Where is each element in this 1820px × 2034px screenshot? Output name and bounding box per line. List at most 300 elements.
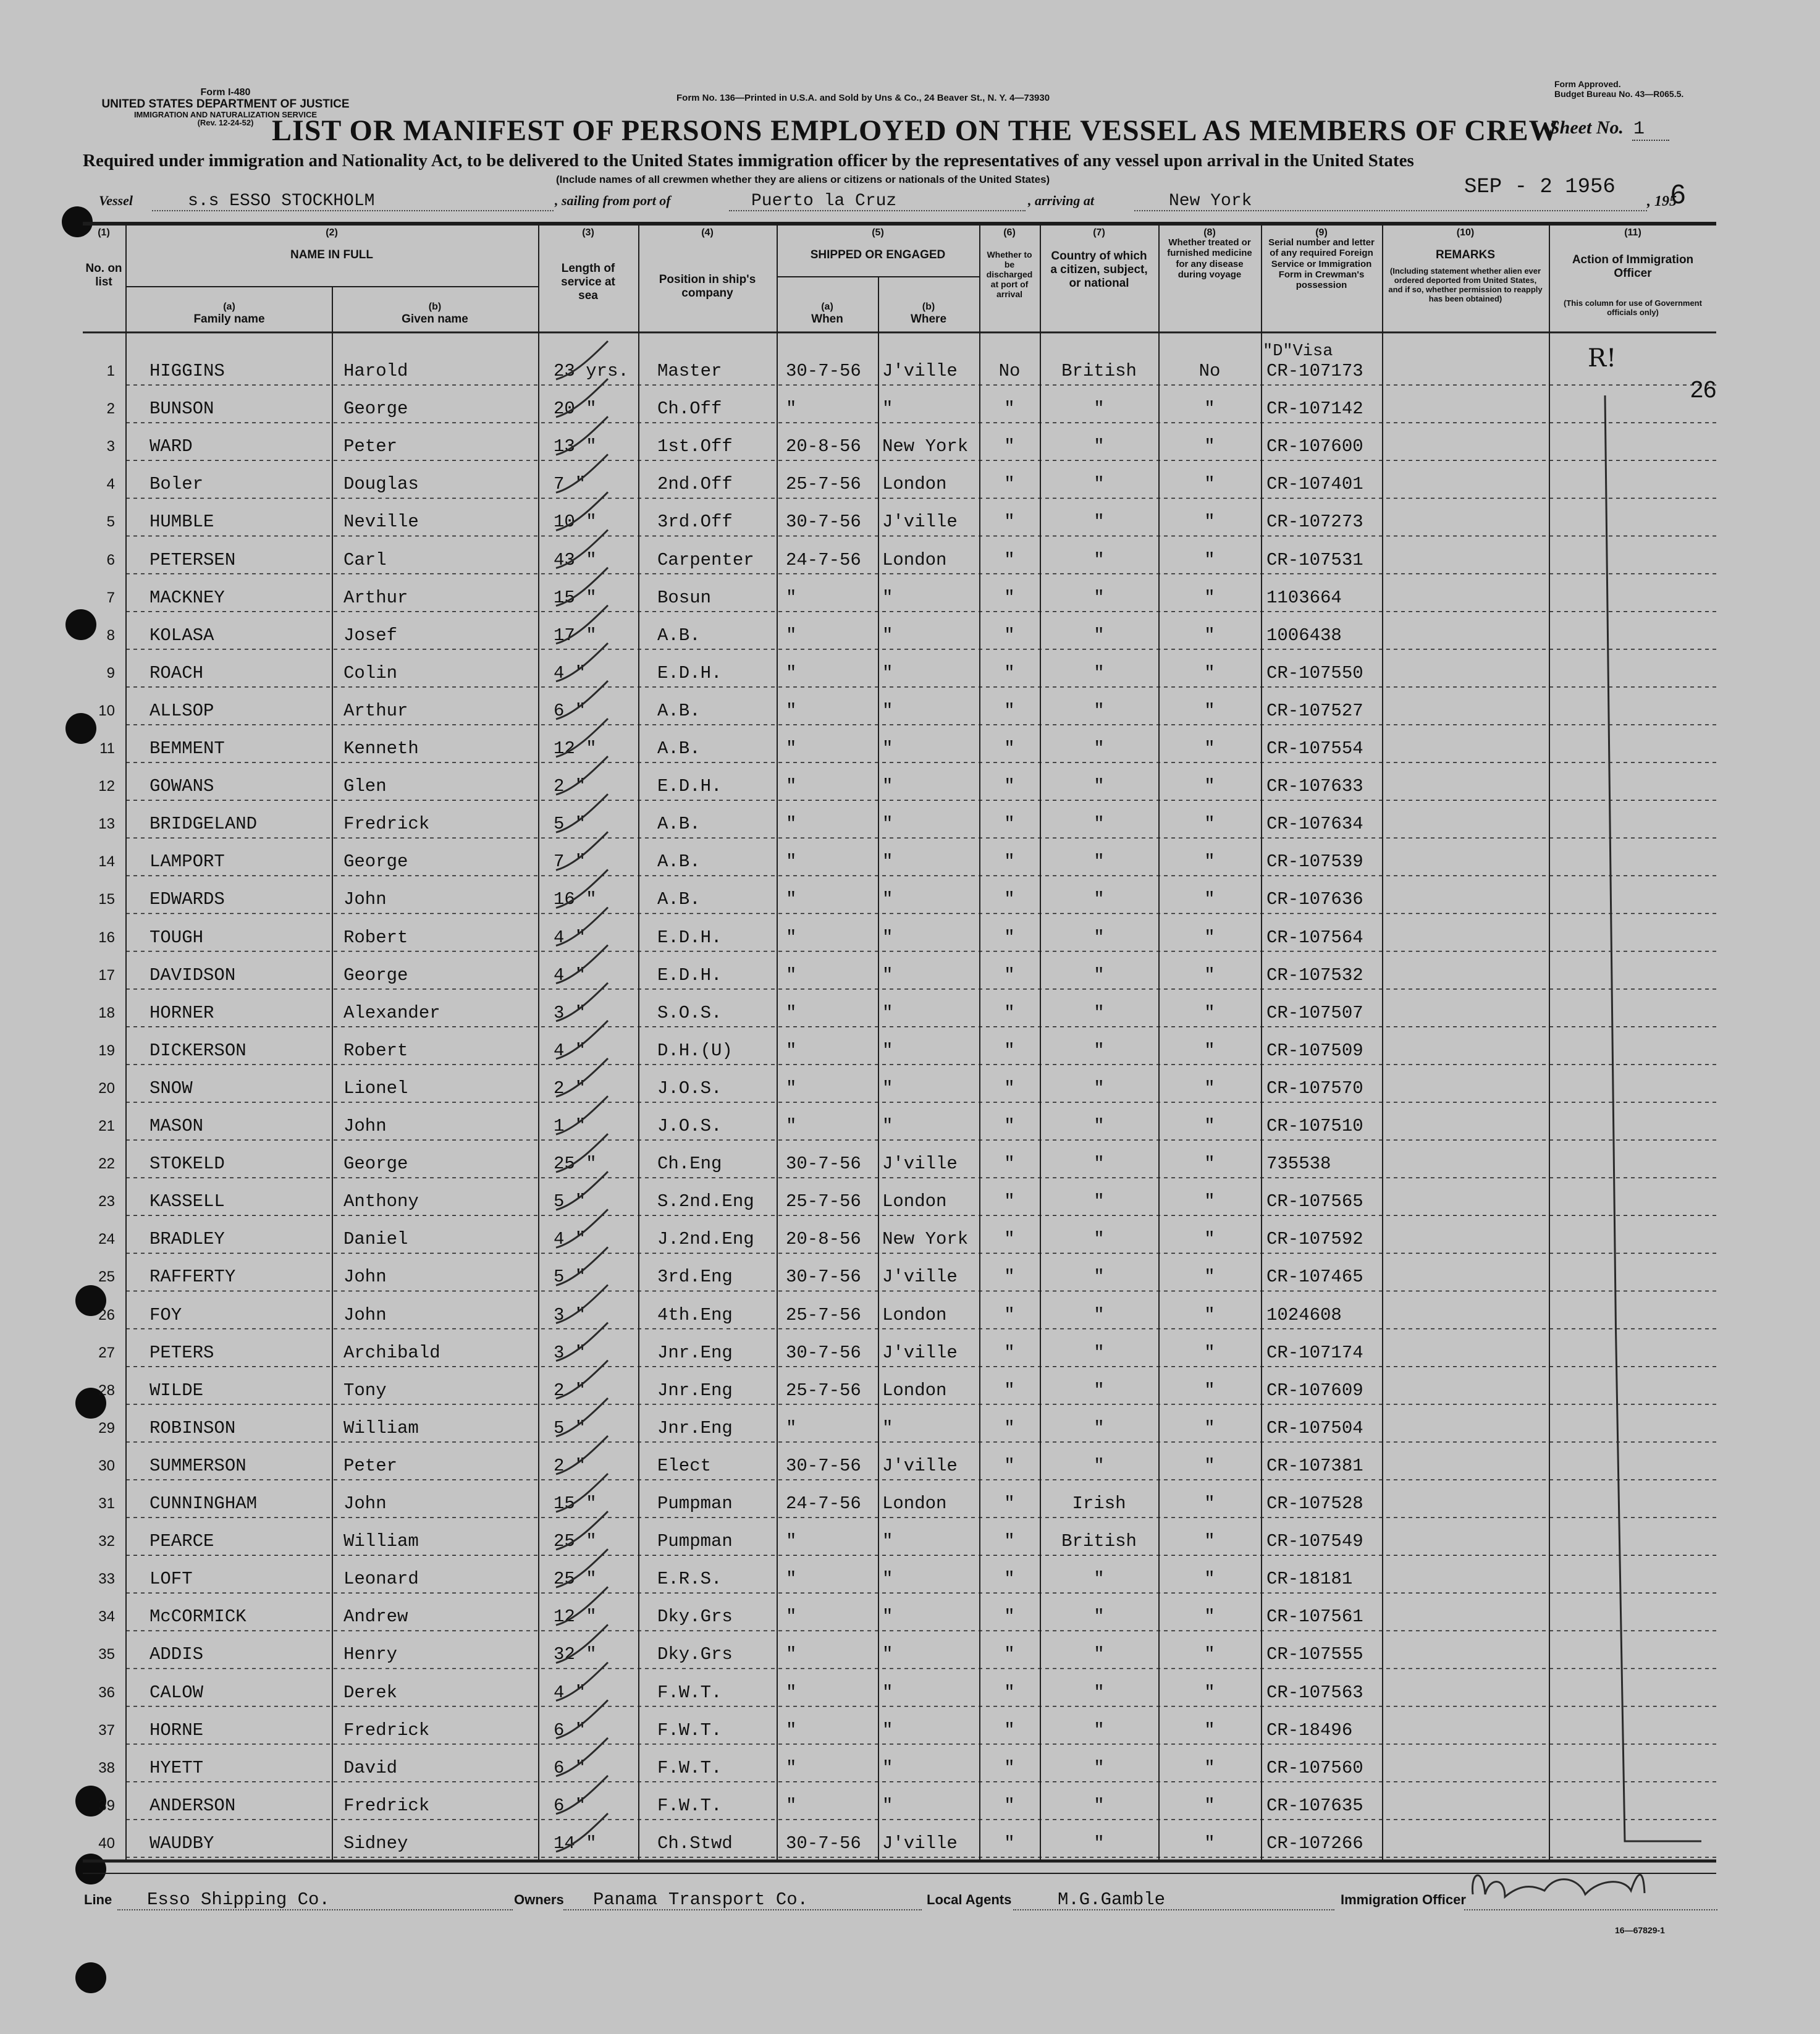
cell-where: New York	[882, 436, 969, 457]
cell-given: Robert	[343, 927, 408, 948]
cell-given: Douglas	[343, 474, 419, 495]
cell-country: "	[1093, 1417, 1105, 1438]
cell-position: Pumpman	[657, 1531, 733, 1552]
cell-country: "	[1093, 964, 1105, 985]
cell-serial-note: "D"Visa	[1263, 342, 1333, 361]
cell-no: 17	[98, 966, 115, 984]
cell-position: Carpenter	[657, 549, 754, 570]
cell-given: Carl	[343, 549, 387, 570]
cell-medicine: "	[1204, 851, 1215, 872]
cell-service: 4 "	[554, 927, 586, 948]
cell-when: 30-7-56	[786, 1267, 861, 1288]
year-suffix: 6	[1670, 179, 1686, 209]
cell-given: Arthur	[343, 587, 408, 608]
cell-position: Ch.Stwd	[657, 1833, 733, 1854]
cell-where: "	[882, 1116, 893, 1136]
cell-family: MASON	[150, 1116, 204, 1136]
cell-service: 15 "	[554, 587, 597, 608]
cell-position: J.O.S.	[657, 1078, 722, 1099]
cell-family: WARD	[150, 436, 193, 457]
cell-where: London	[882, 549, 947, 570]
cell-position: 3rd.Eng	[657, 1267, 733, 1288]
cell-family: HORNER	[150, 1002, 214, 1023]
cell-discharged: "	[1004, 1606, 1015, 1627]
cell-family: CALOW	[150, 1682, 204, 1703]
cell-serial: CR-107561	[1266, 1606, 1363, 1627]
cell-serial: CR-18496	[1266, 1720, 1353, 1741]
col2b-num: (b)	[428, 302, 442, 312]
cell-when: "	[786, 1720, 797, 1741]
cell-no: 14	[98, 853, 115, 871]
count-mark: 26	[1690, 377, 1717, 403]
cell-medicine: "	[1204, 1229, 1215, 1250]
table-row	[0, 1105, 1820, 1142]
cell-when: 30-7-56	[786, 1833, 861, 1854]
cell-service: 32 "	[554, 1644, 597, 1665]
col1-num: (1)	[98, 227, 110, 238]
sailing-label: , sailing from port of	[555, 193, 671, 208]
cell-no: 2	[106, 400, 115, 418]
cell-where: "	[882, 662, 893, 683]
form-revision: (Rev. 12-24-52)	[197, 118, 254, 128]
cell-given: William	[343, 1417, 419, 1438]
cell-position: E.D.H.	[657, 776, 722, 797]
cell-position: F.W.T.	[657, 1682, 722, 1703]
table-row	[0, 727, 1820, 765]
punch-hole	[75, 1962, 106, 1993]
cell-no: 25	[98, 1268, 115, 1286]
cell-when: 20-8-56	[786, 436, 861, 457]
cell-country: "	[1093, 1795, 1105, 1816]
cell-position: Dky.Grs	[657, 1644, 733, 1665]
agents-value: M.G.Gamble	[1058, 1889, 1166, 1910]
cell-no: 15	[98, 891, 115, 908]
cell-country: "	[1093, 436, 1105, 457]
cell-position: 4th.Eng	[657, 1304, 733, 1325]
cell-when: "	[786, 738, 797, 759]
table-row	[0, 878, 1820, 916]
cell-when: "	[786, 1116, 797, 1136]
cell-serial: CR-107636	[1266, 889, 1363, 910]
cell-when: "	[786, 1040, 797, 1061]
col2-num: (2)	[326, 227, 338, 238]
col2-label: NAME IN FULL	[290, 248, 374, 261]
cell-given: Fredrick	[343, 1795, 430, 1816]
cell-position: 1st.Off	[657, 436, 733, 457]
cell-serial: CR-107564	[1266, 927, 1363, 948]
cell-medicine: "	[1204, 1078, 1215, 1099]
cell-country: "	[1093, 625, 1105, 646]
cell-no: 3	[106, 438, 115, 455]
cell-serial: CR-107555	[1266, 1644, 1363, 1665]
cell-family: ADDIS	[150, 1644, 204, 1665]
cell-discharged: "	[1004, 1493, 1015, 1514]
cell-family: RAFFERTY	[150, 1267, 236, 1288]
cell-medicine: "	[1204, 1304, 1215, 1325]
cell-discharged: "	[1004, 1682, 1015, 1703]
cell-when: "	[786, 587, 797, 608]
cell-position: F.W.T.	[657, 1795, 722, 1816]
cell-medicine: "	[1204, 1493, 1215, 1514]
table-row	[0, 1067, 1820, 1105]
cell-country: "	[1093, 927, 1105, 948]
officer-label: Immigration Officer	[1341, 1892, 1466, 1907]
cell-where: "	[882, 964, 893, 985]
cell-medicine: "	[1204, 474, 1215, 495]
cell-discharged: "	[1004, 1002, 1015, 1023]
cell-given: Peter	[343, 1455, 398, 1476]
cell-family: CUNNINGHAM	[150, 1493, 258, 1514]
cell-given: Archibald	[343, 1342, 440, 1363]
table-row	[0, 576, 1820, 614]
cell-when: 30-7-56	[786, 512, 861, 533]
cell-serial: CR-107554	[1266, 738, 1363, 759]
cell-serial: CR-107510	[1266, 1116, 1363, 1136]
cell-when: "	[786, 1682, 797, 1703]
cell-medicine: "	[1204, 625, 1215, 646]
cell-where: "	[882, 1606, 893, 1627]
cell-country: "	[1093, 1380, 1105, 1401]
table-row	[0, 1294, 1820, 1331]
cell-position: A.B.	[657, 700, 701, 721]
cell-service: 5 "	[554, 1191, 586, 1212]
cell-service: 5 "	[554, 814, 586, 835]
cell-no: 40	[98, 1834, 115, 1852]
cell-family: BRADLEY	[150, 1229, 225, 1250]
cell-medicine: "	[1204, 700, 1215, 721]
cell-given: George	[343, 851, 408, 872]
date-stamp: SEP - 2 1956	[1464, 175, 1616, 199]
cell-where: "	[882, 587, 893, 608]
cell-no: 13	[98, 816, 115, 833]
cell-country: "	[1093, 512, 1105, 533]
col7-label: Country of which a citizen, subject, or national	[1050, 250, 1148, 290]
cell-no: 36	[98, 1684, 115, 1701]
cell-service: 2 "	[554, 1380, 586, 1401]
cell-medicine: "	[1204, 1720, 1215, 1741]
cell-given: Neville	[343, 512, 419, 533]
cell-when: "	[786, 889, 797, 910]
cell-where: J'ville	[882, 1154, 958, 1175]
cell-when: 30-7-56	[786, 1455, 861, 1476]
cell-medicine: "	[1204, 1040, 1215, 1061]
cell-medicine: "	[1204, 1531, 1215, 1552]
col11-num: (11)	[1624, 227, 1641, 238]
cell-position: Elect	[657, 1455, 712, 1476]
cell-medicine: "	[1204, 927, 1215, 948]
cell-no: 33	[98, 1571, 115, 1588]
cell-when: "	[786, 625, 797, 646]
cell-given: Harold	[343, 361, 408, 381]
cell-no: 9	[106, 664, 115, 682]
cell-medicine: "	[1204, 1757, 1215, 1778]
cell-serial: CR-107531	[1266, 549, 1363, 570]
cell-given: Alexander	[343, 1002, 440, 1023]
cell-where: "	[882, 1040, 893, 1061]
cell-serial: CR-107592	[1266, 1229, 1363, 1250]
cell-country: British	[1061, 1531, 1137, 1552]
col4-label: Position in ship's company	[659, 273, 756, 300]
cell-discharged: "	[1004, 1720, 1015, 1741]
cell-no: 29	[98, 1419, 115, 1437]
cell-country: "	[1093, 1455, 1105, 1476]
cell-when: "	[786, 399, 797, 420]
cell-service: 4 "	[554, 1229, 586, 1250]
line-value: Esso Shipping Co.	[147, 1889, 330, 1910]
cell-discharged: "	[1004, 889, 1015, 910]
cell-when: "	[786, 814, 797, 835]
cell-medicine: "	[1204, 1833, 1215, 1854]
cell-when: 24-7-56	[786, 549, 861, 570]
cell-country: "	[1093, 1078, 1105, 1099]
col6-num: (6)	[1003, 227, 1016, 238]
cell-when: 25-7-56	[786, 1380, 861, 1401]
cell-when: 25-7-56	[786, 1304, 861, 1325]
cell-where: "	[882, 1757, 893, 1778]
cell-medicine: "	[1204, 1795, 1215, 1816]
cell-discharged: "	[1004, 1757, 1015, 1778]
cell-family: GOWANS	[150, 776, 214, 797]
table-row	[0, 1633, 1820, 1671]
approval-line: Form Approved.	[1554, 79, 1621, 89]
cell-family: BUNSON	[150, 399, 214, 420]
sheet-label: Sheet No.	[1549, 117, 1624, 138]
cell-when: "	[786, 662, 797, 683]
cell-service: 7 "	[554, 851, 586, 872]
cell-given: Josef	[343, 625, 398, 646]
cell-service: 6 "	[554, 1757, 586, 1778]
cell-when: "	[786, 700, 797, 721]
table-row	[0, 1747, 1820, 1784]
cell-serial: CR-107563	[1266, 1682, 1363, 1703]
cell-country: "	[1093, 776, 1105, 797]
col8-num: (8)	[1203, 227, 1216, 238]
cell-serial: CR-107266	[1266, 1833, 1363, 1854]
cell-given: Anthony	[343, 1191, 419, 1212]
cell-no: 5	[106, 513, 115, 531]
cell-given: Lionel	[343, 1078, 408, 1099]
cell-position: Dky.Grs	[657, 1606, 733, 1627]
cell-given: William	[343, 1531, 419, 1552]
cell-when: 25-7-56	[786, 1191, 861, 1212]
cell-service: 7 "	[554, 474, 586, 495]
cell-family: LAMPORT	[150, 851, 225, 872]
col5-label: SHIPPED OR ENGAGED	[810, 248, 946, 261]
cell-when: "	[786, 964, 797, 985]
table-row	[0, 425, 1820, 463]
cell-medicine: "	[1204, 1380, 1215, 1401]
cell-where: "	[882, 776, 893, 797]
cell-medicine: "	[1204, 1606, 1215, 1627]
cell-position: 3rd.Off	[657, 512, 733, 533]
cell-country: "	[1093, 738, 1105, 759]
cell-discharged: "	[1004, 549, 1015, 570]
cell-medicine: "	[1204, 738, 1215, 759]
cell-discharged: "	[1004, 1304, 1015, 1325]
cell-when: "	[786, 1417, 797, 1438]
cell-no: 18	[98, 1004, 115, 1021]
cell-medicine: "	[1204, 1682, 1215, 1703]
vessel-name: s.s ESSO STOCKHOLM	[188, 192, 375, 211]
cell-medicine: "	[1204, 399, 1215, 420]
table-row	[0, 1822, 1820, 1860]
cell-family: Boler	[150, 474, 204, 495]
cell-serial: CR-107381	[1266, 1455, 1363, 1476]
sheet-value: 1	[1632, 119, 1669, 141]
cell-when: 25-7-56	[786, 474, 861, 495]
cell-no: 23	[98, 1193, 115, 1210]
arriving-port: New York	[1169, 192, 1252, 211]
cell-discharged: "	[1004, 1531, 1015, 1552]
cell-service: 5 "	[554, 1267, 586, 1288]
cell-no: 7	[106, 589, 115, 606]
cell-discharged: "	[1004, 927, 1015, 948]
cell-discharged: "	[1004, 851, 1015, 872]
cell-family: HUMBLE	[150, 512, 214, 533]
cell-where: London	[882, 1191, 947, 1212]
cell-country: "	[1093, 1720, 1105, 1741]
cell-family: BEMMENT	[150, 738, 225, 759]
col5b-label: Where	[910, 313, 947, 326]
table-row	[0, 1482, 1820, 1520]
cell-discharged: "	[1004, 625, 1015, 646]
cell-position: S.O.S.	[657, 1002, 722, 1023]
cell-no: 8	[106, 627, 115, 644]
cell-discharged: "	[1004, 587, 1015, 608]
cell-discharged: "	[1004, 1380, 1015, 1401]
cell-given: Peter	[343, 436, 398, 457]
cell-serial: CR-107560	[1266, 1757, 1363, 1778]
cell-medicine: "	[1204, 1455, 1215, 1476]
cell-position: Ch.Eng	[657, 1154, 722, 1175]
agents-underline	[1013, 1909, 1334, 1910]
cell-where: London	[882, 1493, 947, 1514]
cell-family: HORNE	[150, 1720, 204, 1741]
cell-service: 6 "	[554, 1720, 586, 1741]
cell-country: "	[1093, 1304, 1105, 1325]
cell-service: 6 "	[554, 700, 586, 721]
cell-position: 2nd.Off	[657, 474, 733, 495]
cell-when: "	[786, 1078, 797, 1099]
col8-label: Whether treated or furnished medicine for any disease during voyage	[1167, 237, 1252, 280]
cell-service: 15 "	[554, 1493, 597, 1514]
col3-num: (3)	[582, 227, 594, 238]
cell-family: DICKERSON	[150, 1040, 246, 1061]
cell-position: A.B.	[657, 814, 701, 835]
cell-family: STOKELD	[150, 1154, 225, 1175]
cell-country: "	[1093, 851, 1105, 872]
cell-no: 27	[98, 1344, 115, 1361]
cell-country: "	[1093, 1757, 1105, 1778]
table-row	[0, 954, 1820, 992]
cell-no: 34	[98, 1608, 115, 1626]
cell-when: "	[786, 851, 797, 872]
cell-where: New York	[882, 1229, 969, 1250]
sailing-port: Puerto la Cruz	[751, 192, 897, 211]
cell-given: Fredrick	[343, 1720, 430, 1741]
col10-note: (Including statement whether alien ever ordered deported from United States, and if so, whether permission to reapply has been obtained)	[1388, 266, 1543, 303]
cell-serial: CR-107465	[1266, 1267, 1363, 1288]
cell-country: "	[1093, 1002, 1105, 1023]
arriving-underline	[1134, 210, 1647, 211]
cell-position: D.H.(U)	[657, 1040, 733, 1061]
table-row	[0, 1709, 1820, 1747]
cell-where: London	[882, 1380, 947, 1401]
officer-underline	[1464, 1909, 1717, 1910]
cell-family: WAUDBY	[150, 1833, 214, 1854]
table-row	[0, 652, 1820, 690]
cell-given: Sidney	[343, 1833, 408, 1854]
cell-medicine: "	[1204, 776, 1215, 797]
vessel-label: Vessel	[99, 193, 133, 208]
cell-discharged: "	[1004, 1078, 1015, 1099]
cell-service: 25 "	[554, 1531, 597, 1552]
table-row	[0, 1255, 1820, 1293]
table-row	[0, 1520, 1820, 1558]
table-row	[0, 840, 1820, 878]
cell-position: A.B.	[657, 851, 701, 872]
cell-discharged: "	[1004, 1116, 1015, 1136]
cell-position: Jnr.Eng	[657, 1380, 733, 1401]
action-mark: R!	[1588, 344, 1617, 373]
cell-position: F.W.T.	[657, 1720, 722, 1741]
cell-medicine: "	[1204, 1191, 1215, 1212]
owners-label: Owners	[514, 1892, 564, 1907]
table-row	[0, 992, 1820, 1029]
cell-service: 43 "	[554, 549, 597, 570]
cell-service: 20 "	[554, 399, 597, 420]
cell-medicine: "	[1204, 1154, 1215, 1175]
cell-when: "	[786, 1531, 797, 1552]
cell-where: J'ville	[882, 512, 958, 533]
cell-no: 11	[99, 740, 115, 757]
cell-service: 3 "	[554, 1342, 586, 1363]
cell-where: J'ville	[882, 1342, 958, 1363]
cell-medicine: "	[1204, 587, 1215, 608]
cell-given: John	[343, 1493, 387, 1514]
col5a-label: When	[811, 313, 843, 326]
cell-when: 30-7-56	[786, 1342, 861, 1363]
col5a-num: (a)	[821, 302, 833, 312]
approval-block	[1554, 79, 1683, 99]
cell-given: Kenneth	[343, 738, 419, 759]
cell-discharged: "	[1004, 1154, 1015, 1175]
cell-family: McCORMICK	[150, 1606, 246, 1627]
cell-position: E.D.H.	[657, 927, 722, 948]
table-row	[0, 1784, 1820, 1822]
cell-country: "	[1093, 1154, 1105, 1175]
cell-discharged: "	[1004, 512, 1015, 533]
cell-position: Pumpman	[657, 1493, 733, 1514]
cell-given: George	[343, 1154, 408, 1175]
cell-given: Derek	[343, 1682, 398, 1703]
cell-no: 24	[98, 1231, 115, 1248]
cell-country: "	[1093, 1606, 1105, 1627]
cell-where: "	[882, 399, 893, 420]
cell-service: 2 "	[554, 1455, 586, 1476]
cell-no: 26	[98, 1306, 115, 1323]
cell-country: "	[1093, 1191, 1105, 1212]
cell-discharged: "	[1004, 1229, 1015, 1250]
sailing-underline	[729, 210, 1026, 211]
cell-country: "	[1093, 1229, 1105, 1250]
cell-family: ROACH	[150, 662, 204, 683]
cell-serial: CR-107634	[1266, 814, 1363, 835]
cell-serial: CR-107570	[1266, 1078, 1363, 1099]
cell-when: "	[786, 1644, 797, 1665]
cell-discharged: No	[998, 361, 1021, 381]
cell-service: 13 "	[554, 436, 597, 457]
